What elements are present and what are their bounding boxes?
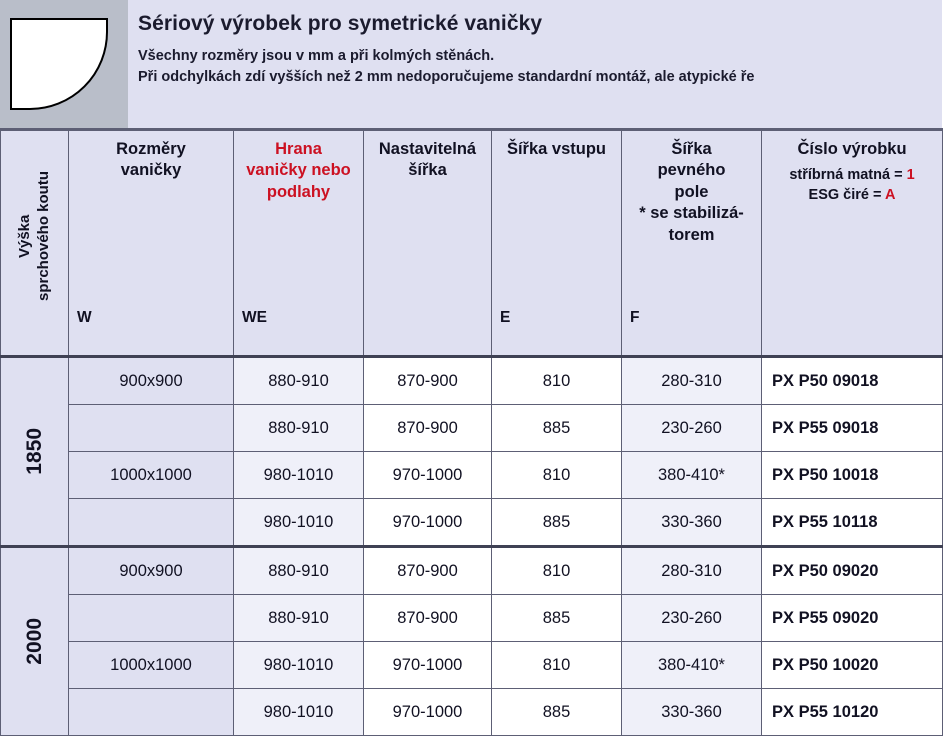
- column-header-fixed: [622, 130, 762, 357]
- cell-adjustable: 970-1000: [364, 499, 492, 547]
- cell-edge: 880-910: [234, 547, 364, 595]
- code-note-1-value: 1: [906, 167, 915, 184]
- cell-fixed: 230-260: [622, 405, 762, 452]
- code-note-1: stříbrná matná =: [789, 167, 907, 184]
- column-header-fixed-label: Šířka pevného pole * se stabilizá- torem: [639, 140, 744, 244]
- cell-edge: 880-910: [234, 405, 364, 452]
- cell-tray-size: [69, 499, 234, 547]
- table-row: [1, 499, 943, 547]
- cell-fixed: 280-310: [622, 357, 762, 405]
- column-header-entry: [492, 130, 622, 357]
- cell-edge: 980-1010: [234, 642, 364, 689]
- table-row: [1, 547, 943, 595]
- cell-entry: 885: [492, 689, 622, 736]
- header-icon-cell: [0, 0, 128, 128]
- table-row: [1, 357, 943, 405]
- cell-entry: 885: [492, 595, 622, 642]
- cell-entry: 810: [492, 452, 622, 499]
- code-note-2-value: A: [884, 187, 896, 203]
- table-row: [1, 452, 943, 499]
- column-header-height: [1, 130, 69, 357]
- cell-fixed: 230-260: [622, 595, 762, 642]
- cell-fixed: 330-360: [622, 689, 762, 736]
- cell-code: PX P55 10118: [762, 499, 943, 547]
- table-row: [1, 405, 943, 452]
- column-header-edge-label: Hrana vaničky nebo podlahy: [246, 140, 351, 201]
- cell-fixed: 380-410*: [622, 452, 762, 499]
- cell-code: PX P50 10018: [762, 452, 943, 499]
- column-header-fixed-letter: F: [630, 309, 640, 326]
- header-text-cell: [128, 0, 942, 128]
- shower-tray-shape-icon: [10, 18, 108, 110]
- cell-edge: 880-910: [234, 357, 364, 405]
- group-height-2000: [1, 547, 69, 736]
- column-header-tray-size-letter: W: [77, 309, 92, 326]
- cell-adjustable: 970-1000: [364, 452, 492, 499]
- cell-adjustable: 870-900: [364, 595, 492, 642]
- cell-tray-size: [69, 405, 234, 452]
- cell-tray-size: 900x900: [69, 357, 234, 405]
- cell-code: PX P55 10120: [762, 689, 943, 736]
- cell-tray-size: 1000x1000: [69, 452, 234, 499]
- table-header-row: [1, 130, 943, 357]
- column-header-entry-label: Šířka vstupu: [506, 140, 607, 158]
- column-header-entry-letter: E: [500, 309, 511, 326]
- cell-code: PX P50 10020: [762, 642, 943, 689]
- column-header-code-note: [770, 166, 934, 205]
- header-note-line-1: Všechny rozměry jsou v mm a při kolmých stěnách.: [138, 48, 495, 64]
- cell-entry: 810: [492, 357, 622, 405]
- cell-edge: 980-1010: [234, 689, 364, 736]
- column-header-tray-size-label: Rozměry vaničky: [116, 140, 186, 180]
- cell-tray-size: [69, 689, 234, 736]
- cell-tray-size: 1000x1000: [69, 642, 234, 689]
- cell-edge: 980-1010: [234, 452, 364, 499]
- cell-fixed: 280-310: [622, 547, 762, 595]
- cell-adjustable: 970-1000: [364, 689, 492, 736]
- group-height-2000-label: 2000: [23, 618, 46, 665]
- table-row: [1, 642, 943, 689]
- code-note-2: ESG čiré =: [808, 187, 885, 203]
- cell-fixed: 330-360: [622, 499, 762, 547]
- group-height-1850: [1, 357, 69, 547]
- cell-code: PX P50 09020: [762, 547, 943, 595]
- table-row: [1, 595, 943, 642]
- spec-table: [0, 128, 943, 736]
- column-header-edge: [234, 130, 364, 357]
- column-header-edge-letter: WE: [242, 309, 267, 326]
- page-title: Sériový výrobek pro symetrické vaničky: [138, 12, 543, 35]
- cell-adjustable: 970-1000: [364, 642, 492, 689]
- column-header-adjustable-label: Nastavitelná šířka: [378, 140, 477, 180]
- column-header-adjustable: [364, 130, 492, 357]
- cell-tray-size: 900x900: [69, 547, 234, 595]
- cell-entry: 885: [492, 405, 622, 452]
- header-note-line-2: Při odchylkách zdí vyšších než 2 mm nedoporučujeme standardní montáž, ale atypické ře: [138, 69, 755, 86]
- column-header-tray-size: [69, 130, 234, 357]
- group-height-1850-label: 1850: [23, 428, 46, 475]
- header-banner: [0, 0, 942, 128]
- cell-fixed: 380-410*: [622, 642, 762, 689]
- cell-edge: 880-910: [234, 595, 364, 642]
- column-header-height-label: Výška sprchového koutu: [15, 170, 52, 301]
- table-row: [1, 689, 943, 736]
- column-header-code: [762, 130, 943, 357]
- cell-tray-size: [69, 595, 234, 642]
- cell-adjustable: 870-900: [364, 357, 492, 405]
- cell-code: PX P50 09018: [762, 357, 943, 405]
- cell-edge: 980-1010: [234, 499, 364, 547]
- column-header-code-label: Číslo výrobku: [797, 140, 907, 158]
- cell-entry: 885: [492, 499, 622, 547]
- cell-code: PX P55 09020: [762, 595, 943, 642]
- cell-entry: 810: [492, 547, 622, 595]
- cell-code: PX P55 09018: [762, 405, 943, 452]
- cell-entry: 810: [492, 642, 622, 689]
- cell-adjustable: 870-900: [364, 547, 492, 595]
- spec-table-wrapper: [0, 128, 942, 736]
- cell-adjustable: 870-900: [364, 405, 492, 452]
